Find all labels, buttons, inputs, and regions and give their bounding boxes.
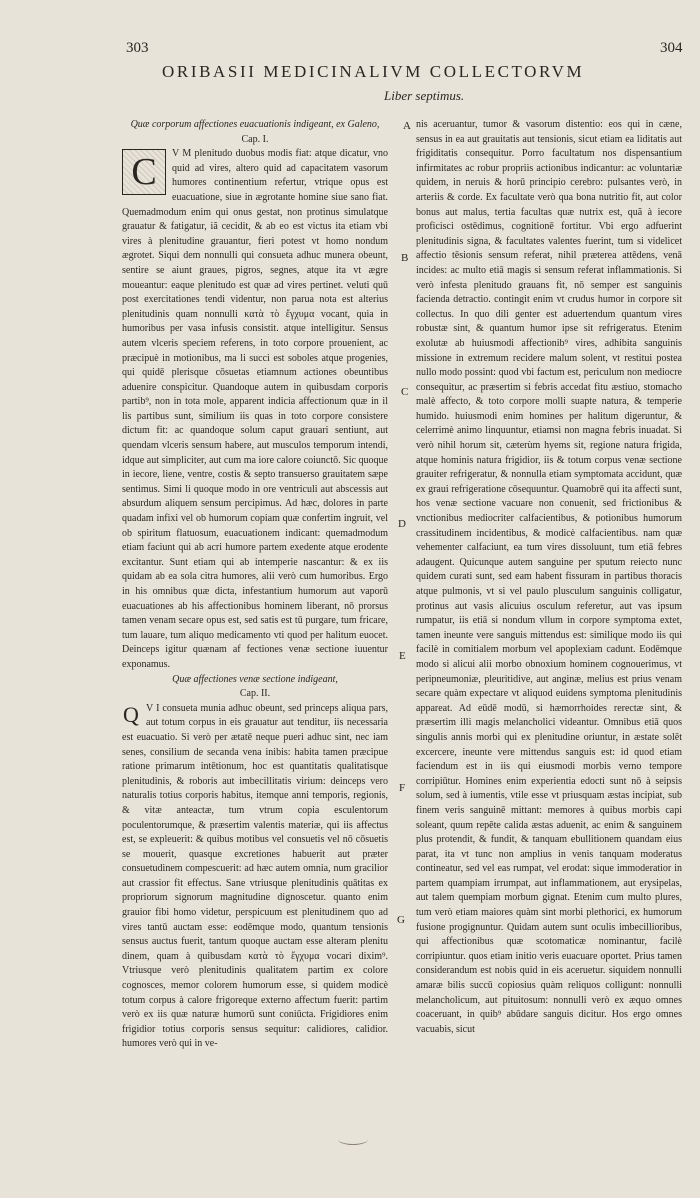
left-text-column [122,118,388,1128]
chapter-text-2: V I consueta munia adhuc obeunt, sed princeps aliqua pars, aut totum corpus in eis grauatur aut tenditur, iis necessaria est euacuatio. Si verò per ætatē neque pueri adhuc sint, nec iam senes, consilium de secanda vena inibis: habita tamen præcipue ratione primarum intētionum, hoc est quantitatis qualitatisque plenitudinis, & roboris aut imbecillitatis virium: deinceps vero naturalis totius corporis habitus, itemque anni temporis, regionis, & vitæ anteactæ, tum vtrum copia esculentorum poculentorumque, & præsertim valentis materiæ, qui iis affectus est, se expleuerit: & quibus motibus vel consuetis vel nō cōsuetis se mouerit, quasque excretiones habuerit aut præter consuetudinem compescuerit: ad hæc autem omnia, num gracilior aut crassior fit effectus. Sane vtriusque plenitudinis quātitas ex propriorum signorum magnitudine dignoscetur. quanto enim grauior fibi homo videtur, perspicuum est plenitudinem quo ad vires tantū auctam esse: eodēmque modo, quantum tensionis sensus auctus fuerit, tantum quoque auctam esse alteram plenitu dinem, quam à quibusdam κατὰ τὸ ἔγχυμα vocari dixim⁹. Vtriusque verò plenitudinis qualitatem partim ex colore cognosces, memor colorem humorum esse, si quidem modicè totum corpus à calore frigoreque externo affectum fuerit: partim verò ex iis quæ naturæ humorū sunt coniūcta. Frigidiores enim frigidior totius corporis sensus sequitur: calidiores, calidior. humores verò qui in ve- [122,702,388,1050]
book-subtitle: Liber septimus. [384,88,465,103]
margin-marker-e: E [399,650,406,662]
right-column-text: nis aceruantur, tumor & vasorum distentio: eos qui in cæne, sensus in ea aut grauitatis aut tensionis, sicut etiam ea liditatis aut frigiditatis consequitur. Porro facultatum nos dispensantium infirmitates ac robur propriis actionibus indicantur: ac voluntariæ quidem, in neruis & horū principio cerebro: pulsantes verò, in arteriis & corde. Ex facultate verò qua bona nutritio fit, aut color bonus aut malus, tertia facultas quæ nutrix est, quã à iecore proficisci ostēdimus, cognitionē fortitur. Vbi ergo adfuerint plenitudinis signa, & facultates valentes fuerint, tum si videlicet affectio tēsionis sensum referat, nihil præterea attēdens, venā incides: ac multo etiā magis si sensum referat inflammationis. Si verò infesta plenitudo grauans fit, nō semper est sanguinis facienda detractio. contingit enim vt crudus humor in corpore sit collectus. In quo dili genter est aduertendum quantum vires robustæ sint, & quantum humor ipse sit refrigeratus. Etenim exolutæ ab huiusmodi affectionib⁹ vires, adhibita sanguinis missione in extremum recidere malum solent, vt restitui postea nullo modo possint: quod vbi factum est, periculum non mediocre consequitur, ac præsertim si febris accedat fitu æstiuo, stomacho malè affecto, & toto corpore molli suapte natura, & temperie humido. huiusmodi enim homines per halitum digeruntur, & celerrimè animo linquuntur, etiamsi non magna febris inuadat. Si verò nihil horum sit, cæterùm hyems sit, regione natura frigida, atque hominis natura frigidior, iis & totum corpus venæ sectione grauiter refrigeratur, & nonnulla etiam symptomata accidunt, quæ ex graui refrigeratione cōsequuntur. Quamobrē qui ita affecti sunt, hos venæ sectione vacuare non conuenit, sed frictionibus & vnctionibus mediocriter calfacientibus, & potionibus humorum crassitudinem incidentibus, & modicè calfacientibus. nam quæ vehementer calfaciunt, ea tum vires dissoluunt, tum etiā febres adaugent. Quicunque autem sanguine per sputum reiecto nunc quidem curati sunt, sed eam habent fissuram in partibus thoracis atque pulmonis, vt si vel paulo plusculum sanguinis colligatur, protinus aut vasis alicuius osculum referetur, aut vas ipsum rumpatur, iis etiā si nondum vllum in corpore symptoma extet, tamen ineunte vere sanguis mittendus est: similique modo iis qui facilè in comitialem morbum vel apoplexiam cadunt. Eodēmque modo si alicui alii morbo obnoxium hominem cognouerimus, vt peripneumoniæ, pleuritidive, aut anginæ, melius est prius venam secare quàm expectare vt aliquod euidens symptoma plenitudinis appareat. Ad eūdē modū, si hæmorrhoides rerectæ sint, & præsertim illi magis melancholici videantur. Omnibus etiā quos singulis annis morbi qui ex plenitudine oriuntur, in æstate solēt excercere, ineunte vere mittendus sanguis est: id quod etiam faciendum est in iis qui eiusmodi morbis verno tempore corripiūtur. Homines enim experientia edocti sunt nō à seipsis solum, sed à iumentis, vtile esse vt priusquam æstas incipiat, sub finem veris sanguinē mittant: memores à quibus morbis capi soleant, quum repēte calida æstas aduenit, ac enim & sanguinem plus protendit, & fundit, & tanquam ebullitionem quandam eius parat, ita vt tunc non amplius in venis tanquam moderatus contineatur, sed vel eas rumpat, vel erodat: sique immoderatior in partem quampiam irrumpat, aut inflammationem, aut erysipelas, aut talem quempiam morbum gignat. Etenim cum multo plures, tum verò etiam maiores quàm sint morbi plethorici, ex humorum fusione progignuntur. Quidam autem sunt oculis imbecillioribus, qui affectionibus quæ scotomaticæ nominantur, facilè corripiuntur. quos etiam initio veris euacuare oportet. Prius tamen considerandum est nobis quid in eis aceruetur. siquidem nonnulli amaræ bilis succū copiosius quàm reliquos colligunt: nonnulli melancholicum, aut pituitosum: nonnulli verò ex æquo omnes coaceruant, in quib⁹ abūdare sanguis dicitur. Hos ergo omnes vacuabis, sicut [416,119,682,1035]
right-text-column [416,118,682,1128]
drop-cap-initial: C [122,149,166,195]
chapter-text: V M plenitudo duobus modis fiat: atque dicatur, vno quid ad vires, altero quid ad capacitatem vasorum humores continentium refertur, vtrique opus est euacuatione, siue in ægrotante homine siue sano fiat. Quemadmodum enim qui onus gestat, non protinus simulatque grauatur & fatigatur, iã cecidit, & ab eo est victus ita etiam vbi vires à plenitudine grauantur, fieri potest vt homo nondum ægrotet. Siqui dem nonnulli qui consueta adhuc munera obeunt, sentire se aiunt graues, pigros, segnes, atque ita vt ægre moueantur: eaque plenitudo est quæ ad vires pertinet. veluti quū post exercitationes tendi videntur, non parua nota est alterius plenitudinis quam nonnulli κατὰ τὸ ἔγχυμα vocant, quia in humoribus per vasa infusis consistit. atque intelligitur. Sensus autem vlceris speciem referens, in toto corpore prouenient, ac præcipuè in motionibus, ma li succi est soboles atque progenies, qui quidē plerisque cōsuetas etiamnum actiones obeuntibus aduenire conspicitur. Quandoque autem in quibusdam corporis partib⁹, non in tota mole, apparent indicia affectionum quæ in il lis partibus sunt, similium iis quas in toto corpore consistere dictum fit: ac quandoque solum caput grauari sentiunt, aut quendam vlceris sensum habere, aut musculos temporum intendi, idque aut simpliciter, aut cum ma iore calore coiunctō. Sic quoque in iecore, liene, ventre, costis & septo transuerso grauitatem sæpe sentimus. Simi li quoque modo in ore ventriculi aut abscessis aut absurdum aliquem sensum percipimus. Ad hæc, dolores in parte quadam infixi vel ob humorum copiam quæ confertim ingruit, vel ob spiritum flatuosum, euacuationem indicant: quemadmodum etiam faciunt qui ab acri humore partem exedente atque erodente excitantur. Sunt etiam qui ab intemperie nascantur: & ex iis quidam ab ea sola citra humores, alii verò cum humoribus. Ergo in his omnibus quæ dicta, infestantium humorum aut vaporū euacuationes ab his affectionibus hominem liberant, nō prorsus tamen venam secare opus est, sed satis est tū purgare, tum fricare, tum lauare, tum aliquo medicamento vti quod per halitum euocet. Deinceps igitur quænam af fectiones venæ sectione iuuentur exponamus. [122,148,388,670]
margin-marker-b: B [401,252,409,264]
drop-cap-initial-2: Q [123,701,139,727]
margin-marker-f: F [399,782,406,794]
running-title: ORIBASII MEDICINALIVM COLLECTORVM [162,62,585,81]
margin-marker-d: D [398,518,406,530]
chapter-number-2: Cap. II. [239,688,271,700]
chapter-heading-2: Quæ affectiones venæ sectione indigeant, [172,673,338,685]
chapter-number: Cap. I. [241,133,269,145]
chapter-body-2 [122,702,388,1052]
footer-ornament [338,1134,368,1145]
margin-marker-a: A [403,120,411,132]
page-number-right: 304 [660,40,683,56]
chapter-body [122,147,388,672]
margin-marker-c: C [401,386,409,398]
chapter-heading: Quæ corporum affectiones euacuationis indigeant, ex Galeno, [130,119,380,130]
margin-marker-g: G [397,914,405,926]
page-number-left: 303 [126,40,149,56]
